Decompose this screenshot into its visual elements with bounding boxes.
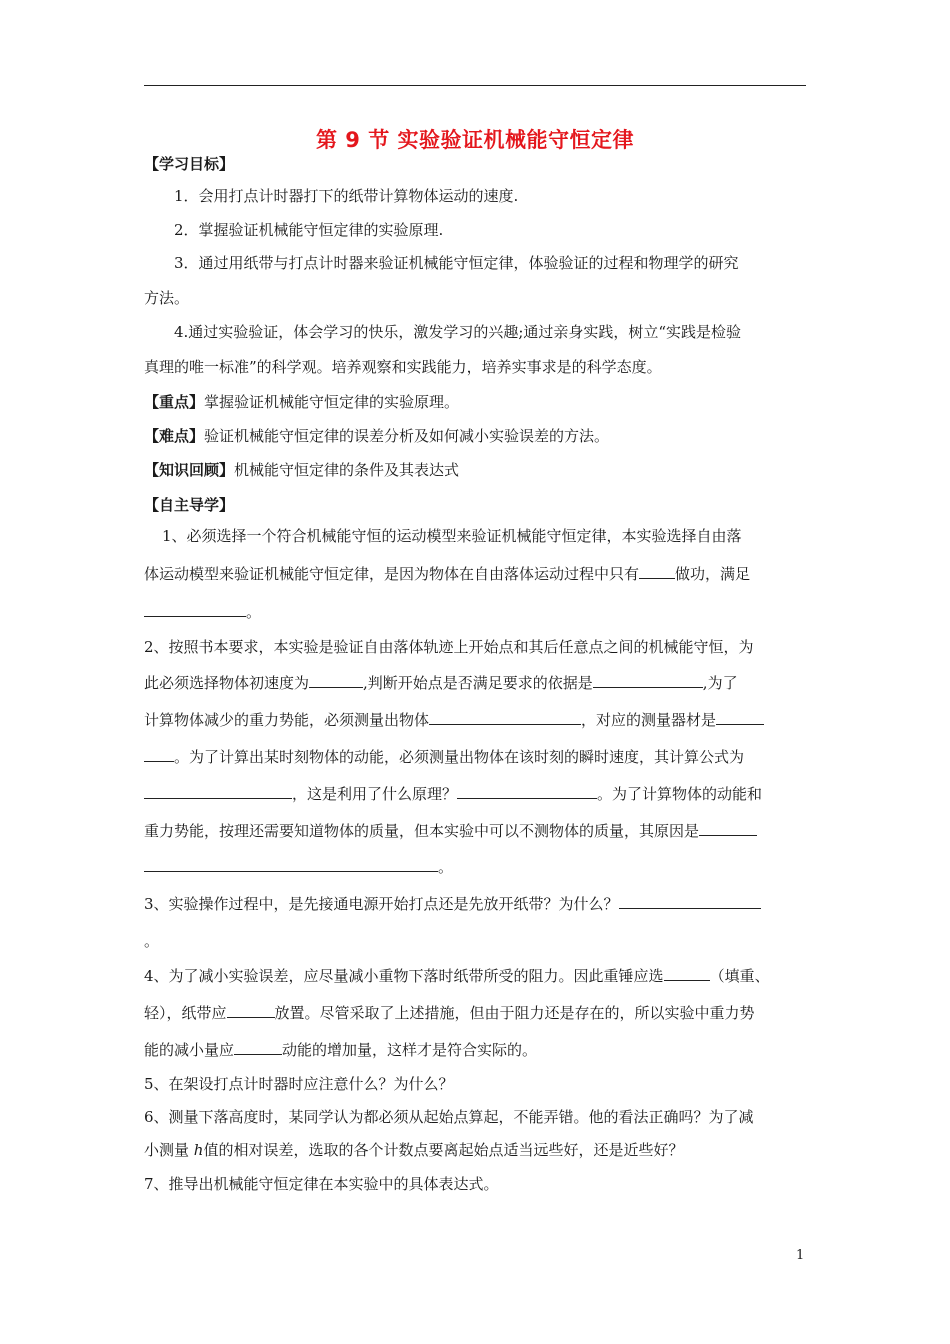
q2-blank-1[interactable] bbox=[309, 673, 363, 688]
q1-blank-2[interactable] bbox=[144, 602, 246, 617]
key-point-heading: 【重点】 bbox=[144, 393, 205, 411]
q1-line-2 bbox=[144, 564, 808, 584]
header-rule bbox=[144, 85, 806, 86]
q1-line-1: 1、必须选择一个符合机械能守恒的运动模型来验证机械能守恒定律，本实验选择自由落 bbox=[162, 527, 742, 545]
q4-blank-1[interactable] bbox=[664, 966, 710, 981]
difficulty-heading: 【难点】 bbox=[144, 427, 205, 445]
q1-blank-1[interactable] bbox=[639, 564, 675, 579]
q2-blank-9[interactable] bbox=[144, 857, 438, 872]
q4-text-a2: （填重、 bbox=[709, 967, 770, 985]
q2-text-c1: 计算物体减少的重力势能，必须测量出物体 bbox=[144, 711, 430, 729]
q6-variable-h: h bbox=[193, 1141, 204, 1159]
q2-blank-2[interactable] bbox=[593, 673, 703, 688]
q6-line-1: 6、测量下落高度时，某同学认为都必须从起始点算起，不能弄错。他的看法正确吗？为了减 bbox=[144, 1108, 754, 1126]
goal-1: 1．会用打点计时器打下的纸带计算物体运动的速度. bbox=[174, 187, 519, 205]
goal-2: 2．掌握验证机械能守恒定律的实验原理. bbox=[174, 221, 444, 239]
goal-3-line-1: 3．通过用纸带与打点计时器来验证机械能守恒定律，体验验证的过程和物理学的研究 bbox=[174, 254, 739, 272]
q4-line-1 bbox=[144, 966, 808, 986]
q2-text-e2: 。为了计算物体的动能和 bbox=[597, 785, 763, 803]
q2-text-f: 重力势能，按理还需要知道物体的质量，但本实验中可以不测物体的质量，其原因是 bbox=[144, 822, 700, 840]
page-title: 第 9 节 实验验证机械能守恒定律 bbox=[315, 128, 635, 152]
q4-blank-3[interactable] bbox=[234, 1040, 282, 1055]
q2-text-b2: ,判断开始点是否满足要求的依据是 bbox=[363, 674, 593, 692]
q2-line-5 bbox=[144, 784, 808, 804]
q1-text-2: 做功，满足 bbox=[675, 565, 751, 583]
q2-line-6 bbox=[144, 821, 808, 841]
q4-text-a1: 4、为了减小实验误差，应尽量减小重物下落时纸带所受的阻力。因此重锤应选 bbox=[144, 967, 664, 985]
q2-blank-8[interactable] bbox=[699, 821, 757, 836]
q2-blank-7[interactable] bbox=[457, 784, 597, 799]
guide-heading: 【自主导学】 bbox=[144, 496, 235, 514]
goal-4-line-2: 真理的唯一标准”的科学观。培养观察和实践能力，培养实事求是的科学态度。 bbox=[144, 358, 662, 376]
q2-text-e1: ，这是利用了什么原理？ bbox=[292, 785, 458, 803]
q2-line-7 bbox=[144, 857, 808, 877]
q3-line-1 bbox=[144, 894, 808, 914]
difficulty-text: 验证机械能守恒定律的误差分析及如何减小实验误差的方法。 bbox=[204, 427, 610, 445]
q4-line-2 bbox=[144, 1003, 808, 1023]
key-point bbox=[144, 392, 808, 412]
q2-text-b1: 此必须选择物体初速度为 bbox=[144, 674, 310, 692]
q3-text: 3、实验操作过程中，是先接通电源开始打点还是先放开纸带？为什么？ bbox=[144, 895, 619, 913]
q4-blank-2[interactable] bbox=[227, 1003, 275, 1018]
q2-line-4 bbox=[144, 747, 808, 767]
q2-end: 。 bbox=[438, 858, 454, 876]
q3-end: 。 bbox=[144, 932, 160, 950]
goals-heading: 【学习目标】 bbox=[144, 155, 235, 173]
q4-text-c1: 能的减小量应 bbox=[144, 1041, 235, 1059]
q2-line-1: 2、按照书本要求，本实验是验证自由落体轨迹上开始点和其后任意点之间的机械能守恒，为 bbox=[144, 638, 754, 656]
q3-blank[interactable] bbox=[619, 894, 761, 909]
key-point-text: 掌握验证机械能守恒定律的实验原理。 bbox=[204, 393, 460, 411]
q4-line-3 bbox=[144, 1040, 808, 1060]
q1-line-3 bbox=[144, 602, 808, 622]
q2-text-d: 。为了计算出某时刻物体的动能，必须测量出物体在该时刻的瞬时速度，其计算公式为 bbox=[174, 748, 745, 766]
q2-blank-3[interactable] bbox=[429, 710, 581, 725]
q1-end: 。 bbox=[246, 603, 262, 621]
q2-blank-4[interactable] bbox=[716, 710, 764, 725]
q6-text-b2: 值的相对误差，选取的各个计数点要离起始点适当远些好，还是近些好？ bbox=[203, 1141, 684, 1159]
goal-3-line-2: 方法。 bbox=[144, 289, 190, 307]
q6-text-b1: 小测量 bbox=[144, 1141, 194, 1159]
q6-line-2 bbox=[144, 1140, 808, 1160]
review-text: 机械能守恒定律的条件及其表达式 bbox=[234, 461, 460, 479]
review-heading: 【知识回顾】 bbox=[144, 461, 235, 479]
page-number: 1 bbox=[796, 1248, 805, 1263]
q5: 5、在架设打点计时器时应注意什么？为什么？ bbox=[144, 1075, 454, 1093]
q2-text-b3: ,为了 bbox=[702, 674, 738, 692]
review bbox=[144, 460, 808, 480]
difficulty bbox=[144, 426, 808, 446]
q2-line-2 bbox=[144, 673, 808, 693]
q2-line-3 bbox=[144, 710, 808, 730]
q4-text-b2: 放置。尽管采取了上述措施，但由于阻力还是存在的，所以实验中重力势 bbox=[274, 1004, 755, 1022]
q7: 7、推导出机械能守恒定律在本实验中的具体表达式。 bbox=[144, 1175, 499, 1193]
q1-text: 体运动模型来验证机械能守恒定律，是因为物体在自由落体运动过程中只有 bbox=[144, 565, 640, 583]
q4-text-c2: 动能的增加量，这样才是符合实际的。 bbox=[282, 1041, 538, 1059]
q2-blank-5[interactable] bbox=[144, 747, 174, 762]
q4-text-b1: 轻），纸带应 bbox=[144, 1004, 227, 1022]
q2-blank-6[interactable] bbox=[144, 784, 292, 799]
goal-4-line-1: 4.通过实验验证，体会学习的快乐，激发学习的兴趣;通过亲身实践，树立“实践是检验 bbox=[174, 323, 742, 341]
q2-text-c2: ，对应的测量器材是 bbox=[581, 711, 717, 729]
